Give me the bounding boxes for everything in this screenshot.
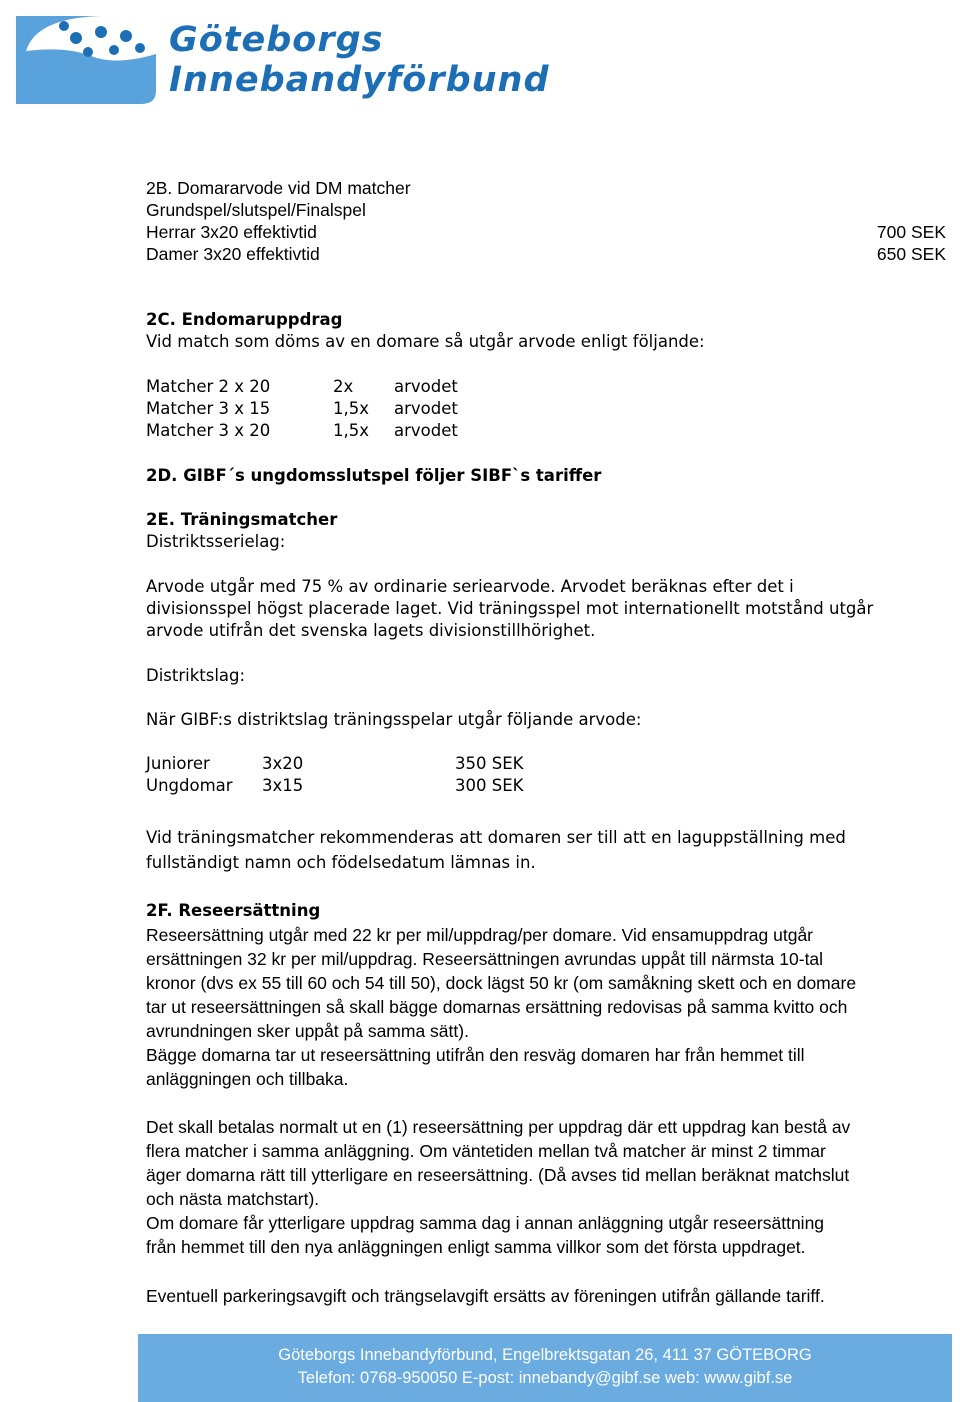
paragraph-line: Arvode utgår med 75 % av ordinarie seriearvode. Arvodet beräknas efter det i [146,577,794,596]
section-2e-p2: När GIBF:s distriktslag träningsspelar utgår följande arvode: [146,710,642,729]
section-2c-row-match: Matcher 2 x 20 [146,377,271,396]
logo [6,6,550,106]
section-2c-row-text: arvodet [394,399,458,418]
section-2b-row-amount: 650 SEK [876,244,946,264]
paragraph-line: Det skall betalas normalt ut en (1) reseersättning per uppdrag där ett uppdrag kan bestå av [146,1117,851,1137]
section-2c-row-match: Matcher 3 x 15 [146,399,271,418]
paragraph-line: flera matcher i samma anläggning. Om väntetiden mellan två matcher är minst 2 timmar [146,1141,826,1161]
section-2e-row-format: 3x20 [262,754,304,773]
section-2c-row-factor: 1,5x [333,399,370,418]
section-2e-sub1: Distriktsserielag: [146,532,286,551]
paragraph-line: kronor (dvs ex 55 till 60 och 54 till 50), dock lägst 50 kr (om samåkning skett och en domare [146,973,857,993]
section-2e-row-group: Juniorer [146,754,210,773]
section-2c-intro: Vid match som döms av en domare så utgår arvode enligt följande: [146,332,705,351]
paragraph-line: arvode utifrån det svenska lagets divisionstillhörighet. [146,621,596,640]
section-2c-row-factor: 2x [333,377,354,396]
section-2b-row-label: Damer 3x20 effektivtid [146,244,320,264]
section-2d-title: 2D. GIBF´s ungdomsslutspel följer SIBF`s tariffer [146,466,602,485]
paragraph-line: från hemmet till den nya anläggningen enligt samma villkor som det första uppdraget. [146,1237,806,1257]
section-2c-title: 2C. Endomaruppdrag [146,310,343,329]
paragraph-line: tar ut reseersättningen så skall bägge domarnas ersättning redovisas på samma kvitto och [146,997,848,1017]
paragraph-line: anläggningen och tillbaka. [146,1069,349,1089]
paragraph-line: avrundningen sker uppåt på samma sätt). [146,1021,469,1041]
logo-line2: Innebandyförbund [169,60,550,100]
paragraph-line: Eventuell parkeringsavgift och trängselavgift ersätts av föreningen utifrån gällande tariff. [146,1286,825,1306]
paragraph-line: fullständigt namn och födelsedatum lämnas in. [146,853,536,872]
section-2b-row-label: Herrar 3x20 effektivtid [146,222,317,242]
section-2b-row-amount: 700 SEK [876,222,946,242]
section-2c-row-text: arvodet [394,421,458,440]
paragraph-line: Reseersättning utgår med 22 kr per mil/uppdrag/per domare. Vid ensamuppdrag utgår [146,925,813,945]
paragraph-line: divisionsspel högst placerade laget. Vid träningsspel mot internationellt motstånd utgår [146,599,874,618]
section-2b-title: 2B. Domararvode vid DM matcher [146,178,411,198]
footer [138,1334,952,1402]
paragraph-line: och nästa matchstart). [146,1189,320,1209]
floorball-logo-icon [6,6,166,106]
section-2e-row-amount: 350 SEK [455,754,524,773]
footer-contact: Telefon: 0768-950050 E-post: innebandy@gibf.se web: www.gibf.se [297,1369,793,1387]
footer-address: Göteborgs Innebandyförbund, Engelbrektsgatan 26, 411 37 GÖTEBORG [278,1346,812,1364]
logo-line1: Göteborgs [169,20,384,60]
section-2c-row-factor: 1,5x [333,421,370,440]
section-2c-row-text: arvodet [394,377,458,396]
section-2e-row-amount: 300 SEK [455,776,524,795]
paragraph-line: Bägge domarna tar ut reseersättning utifrån den resväg domaren har från hemmet till [146,1045,805,1065]
paragraph-line: Om domare får ytterligare uppdrag samma dag i annan anläggning utgår reseersättning [146,1213,825,1233]
paragraph-line: Vid träningsmatcher rekommenderas att domaren ser till att en laguppställning med [146,828,846,847]
paragraph-line: äger domarna rätt till ytterligare en reseersättning. (Då avses tid mellan beräknat matchslut [146,1165,850,1185]
section-2f-title: 2F. Reseersättning [146,901,321,920]
section-2e-sub2: Distriktslag: [146,666,246,685]
section-2e-row-group: Ungdomar [146,776,233,795]
section-2c-row-match: Matcher 3 x 20 [146,421,271,440]
section-2e-title: 2E. Träningsmatcher [146,510,338,529]
section-2b-subtitle: Grundspel/slutspel/Finalspel [146,200,366,220]
section-2e-row-format: 3x15 [262,776,304,795]
paragraph-line: ersättningen 32 kr per mil/uppdrag. Reseersättningen avrundas uppåt till närmsta 10-tal [146,949,824,969]
